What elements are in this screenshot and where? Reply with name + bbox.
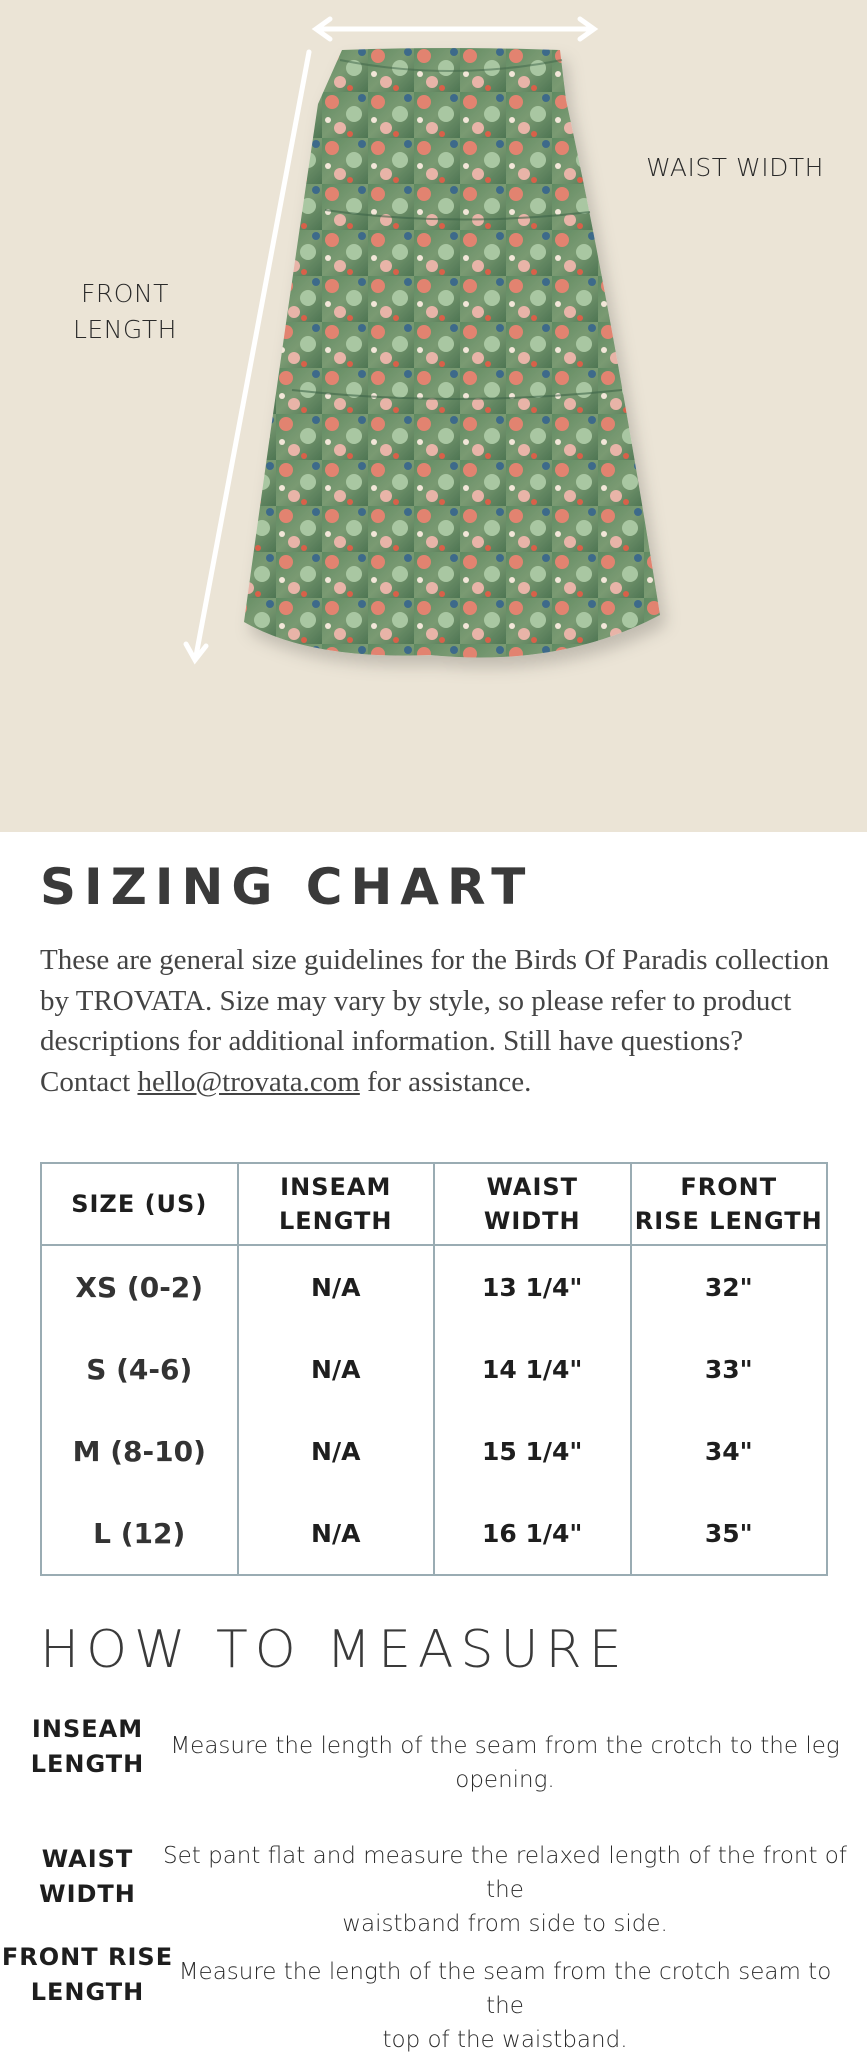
waist-cell: 15 1/4" — [434, 1410, 631, 1492]
header-size: SIZE (US) — [41, 1163, 238, 1245]
front-length-label: FRONT LENGTH — [73, 279, 177, 344]
how-to-measure-title: HOW TO MEASURE — [40, 1620, 629, 1680]
measure-description: Set pant flat and measure the relaxed length of the front of the waistband from side to side. — [163, 1843, 847, 1937]
table-row — [41, 1328, 827, 1410]
header-front-rise: FRONT RISE LENGTH — [631, 1163, 828, 1245]
waist-width-label: WAIST WIDTH — [646, 153, 824, 182]
size-table-header-row — [41, 1163, 827, 1245]
skirt-shape — [244, 48, 660, 658]
size-cell: M (8-10) — [41, 1410, 238, 1492]
size-cell: XS (0-2) — [41, 1245, 238, 1328]
table-row — [41, 1410, 827, 1492]
sizing-intro: These are general size guidelines for the Birds Of Paradis collection by TROVATA. Size may vary by style, so please refer to product descriptions for additional information. Still have questions? Contact hello@trovata.com for assistance. — [40, 944, 830, 1098]
contact-email-link[interactable]: hello@trovata.com — [137, 1065, 360, 1098]
size-table — [40, 1162, 828, 1576]
size-cell: S (4-6) — [41, 1328, 238, 1410]
measure-term: FRONT RISE LENGTH — [1, 1943, 174, 2006]
table-row — [41, 1492, 827, 1575]
waist-cell: 13 1/4" — [434, 1245, 631, 1328]
front-rise-cell: 34" — [631, 1410, 828, 1492]
product-hero — [0, 0, 867, 832]
measure-description: Measure the length of the seam from the crotch to the leg opening. — [170, 1733, 840, 1793]
front-rise-cell: 33" — [631, 1328, 828, 1410]
inseam-cell: N/A — [238, 1410, 435, 1492]
inseam-cell: N/A — [238, 1328, 435, 1410]
measure-term: INSEAM LENGTH — [30, 1715, 145, 1778]
inseam-cell: N/A — [238, 1245, 435, 1328]
table-row — [41, 1245, 827, 1328]
header-inseam: INSEAM LENGTH — [238, 1163, 435, 1245]
size-cell: L (12) — [41, 1492, 238, 1575]
skirt-illustration — [0, 0, 867, 832]
sizing-chart-title: SIZING CHART — [40, 858, 534, 916]
header-waist: WAIST WIDTH — [434, 1163, 631, 1245]
waist-arrow — [316, 19, 594, 39]
waist-cell: 16 1/4" — [434, 1492, 631, 1575]
front-rise-cell: 35" — [631, 1492, 828, 1575]
front-rise-cell: 32" — [631, 1245, 828, 1328]
measure-term: WAIST WIDTH — [39, 1845, 136, 1908]
inseam-cell: N/A — [238, 1492, 435, 1575]
measure-description: Measure the length of the seam from the crotch seam to the top of the waistband. — [178, 1959, 832, 2053]
waist-cell: 14 1/4" — [434, 1328, 631, 1410]
